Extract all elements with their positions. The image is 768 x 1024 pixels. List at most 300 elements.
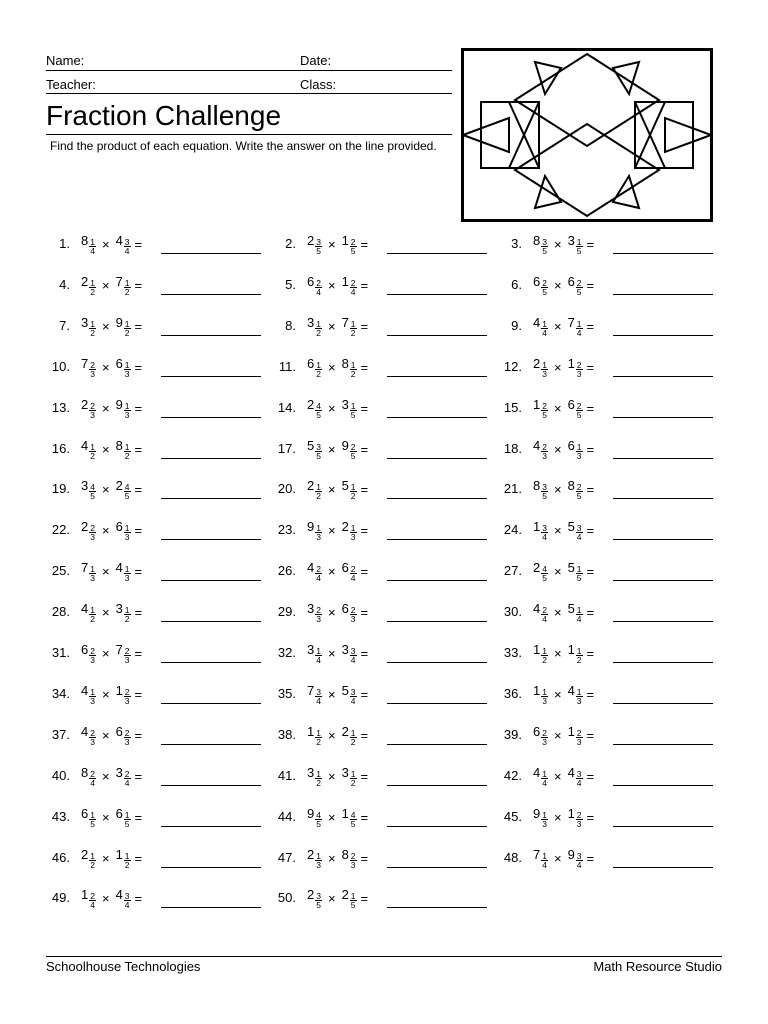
factor-b-whole: 7 [567, 314, 575, 330]
factor-a-numerator: 3 [542, 522, 547, 533]
factor-a-whole: 4 [533, 314, 541, 330]
answer-line[interactable] [161, 907, 261, 908]
factor-a-fraction [541, 606, 548, 624]
multiply-sign: × [327, 481, 336, 497]
answer-line[interactable] [161, 785, 261, 786]
factor-b-fraction [350, 729, 357, 747]
factor-a-fraction [315, 770, 322, 788]
answer-line[interactable] [387, 458, 487, 459]
factor-b-whole: 5 [341, 477, 349, 493]
factor-b-fraction [576, 361, 583, 379]
answer-line[interactable] [387, 376, 487, 377]
factor-a-denominator: 5 [316, 819, 321, 829]
factor-b-mixed-number [568, 724, 583, 747]
factor-b-denominator: 3 [350, 860, 356, 870]
factor-b-fraction [124, 402, 131, 420]
factor-b-denominator: 2 [124, 328, 130, 338]
factor-b-mixed-number [116, 887, 131, 910]
problem-number: 16. [51, 441, 70, 456]
problem-item [48, 438, 268, 460]
answer-line[interactable] [387, 867, 487, 868]
equals-sign: = [586, 522, 595, 538]
answer-line[interactable] [613, 580, 713, 581]
answer-line[interactable] [613, 294, 713, 295]
answer-line[interactable] [613, 703, 713, 704]
answer-line[interactable] [161, 621, 261, 622]
factor-a-fraction [315, 279, 322, 297]
factor-b-fraction [350, 770, 357, 788]
multiply-sign: × [327, 236, 336, 252]
factor-b-numerator: 2 [124, 686, 130, 697]
problem-item [48, 847, 268, 869]
factor-a-whole: 8 [533, 477, 541, 493]
factor-a-numerator: 1 [316, 850, 321, 861]
factor-a-fraction [315, 852, 322, 870]
factor-b-fraction [576, 606, 583, 624]
factor-a-mixed-number [81, 478, 96, 501]
answer-line[interactable] [613, 335, 713, 336]
problem-number: 18. [503, 441, 522, 456]
multiply-sign: × [553, 686, 562, 702]
factor-a-fraction [315, 483, 322, 501]
factor-b-denominator: 5 [350, 246, 356, 256]
factor-b-numerator: 3 [124, 890, 130, 901]
factor-a-whole: 4 [533, 764, 541, 780]
answer-line[interactable] [613, 417, 713, 418]
answer-line[interactable] [613, 539, 713, 540]
answer-line[interactable] [387, 785, 487, 786]
factor-b-numerator: 2 [350, 441, 356, 452]
factor-b-mixed-number [116, 683, 131, 706]
answer-line[interactable] [161, 335, 261, 336]
factor-b-whole: 9 [341, 437, 349, 453]
equals-sign: = [134, 481, 143, 497]
multiply-sign: × [327, 686, 336, 702]
factor-b-mixed-number [116, 765, 131, 788]
answer-line[interactable] [613, 253, 713, 254]
answer-line[interactable] [387, 294, 487, 295]
answer-line[interactable] [613, 826, 713, 827]
teacher-class-line [46, 93, 452, 94]
factor-a-numerator: 1 [542, 318, 547, 329]
factor-a-fraction [89, 361, 96, 379]
problem-item [48, 887, 268, 909]
factor-a-denominator: 3 [90, 696, 95, 706]
factor-a-numerator: 2 [542, 727, 547, 738]
problem-expression [533, 683, 594, 705]
answer-line[interactable] [161, 376, 261, 377]
factor-b-denominator: 3 [576, 369, 582, 379]
factor-b-numerator: 1 [124, 604, 130, 615]
problem-expression [533, 560, 594, 582]
factor-b-whole: 5 [567, 600, 575, 616]
factor-b-whole: 3 [567, 232, 575, 248]
answer-line[interactable] [613, 376, 713, 377]
factor-b-whole: 8 [341, 846, 349, 862]
problem-number: 37. [51, 727, 70, 742]
equals-sign: = [586, 645, 595, 661]
problem-item [274, 806, 494, 828]
factor-b-mixed-number [568, 519, 583, 542]
multiply-sign: × [101, 522, 110, 538]
answer-line[interactable] [161, 294, 261, 295]
answer-line[interactable] [161, 826, 261, 827]
problem-number: 48. [503, 850, 522, 865]
problem-number: 36. [503, 686, 522, 701]
multiply-sign: × [101, 768, 110, 784]
factor-a-denominator: 5 [316, 900, 321, 910]
factor-a-fraction [541, 238, 548, 256]
factor-b-whole: 1 [115, 682, 123, 698]
factor-b-numerator: 3 [124, 236, 130, 247]
equals-sign: = [586, 236, 595, 252]
factor-b-mixed-number [116, 438, 131, 461]
factor-b-whole: 6 [341, 600, 349, 616]
problem-expression [533, 519, 594, 541]
factor-a-mixed-number [307, 478, 322, 501]
answer-line[interactable] [161, 703, 261, 704]
factor-b-fraction [124, 647, 131, 665]
factor-b-denominator: 2 [124, 860, 130, 870]
equals-sign: = [586, 359, 595, 375]
factor-b-denominator: 2 [124, 451, 130, 461]
answer-line[interactable] [161, 458, 261, 459]
answer-line[interactable] [161, 253, 261, 254]
factor-a-numerator: 2 [90, 359, 95, 370]
factor-a-fraction [315, 729, 322, 747]
problem-expression [533, 642, 594, 664]
factor-b-mixed-number [116, 233, 131, 256]
factor-b-numerator: 1 [124, 441, 130, 452]
factor-a-numerator: 1 [316, 522, 321, 533]
problem-expression [533, 806, 594, 828]
problem-number: 41. [277, 768, 296, 783]
problem-expression [81, 887, 142, 909]
multiply-sign: × [327, 850, 336, 866]
equals-sign: = [586, 809, 595, 825]
multiply-sign: × [327, 645, 336, 661]
factor-b-denominator: 3 [350, 532, 356, 542]
factor-b-numerator: 2 [350, 563, 356, 574]
equals-sign: = [586, 727, 595, 743]
problem-item [48, 478, 268, 500]
factor-b-mixed-number [568, 806, 583, 829]
factor-b-mixed-number [568, 438, 583, 461]
multiply-sign: × [101, 727, 110, 743]
factor-b-fraction [124, 811, 131, 829]
factor-b-whole: 2 [115, 477, 123, 493]
problem-number: 50. [277, 890, 296, 905]
factor-a-fraction [541, 402, 548, 420]
factor-b-fraction [350, 892, 357, 910]
factor-a-fraction [89, 238, 96, 256]
multiply-sign: × [101, 236, 110, 252]
factor-a-fraction [315, 811, 322, 829]
name-label: Name: [46, 53, 85, 68]
equals-sign: = [134, 441, 143, 457]
multiply-sign: × [553, 277, 562, 293]
factor-a-denominator: 4 [542, 532, 547, 542]
problem-item [274, 601, 494, 623]
factor-b-fraction [576, 279, 583, 297]
problem-number: 38. [277, 727, 296, 742]
multiply-sign: × [327, 277, 336, 293]
problem-item [48, 724, 268, 746]
factor-a-fraction [89, 565, 96, 583]
factor-b-fraction [124, 483, 131, 501]
factor-a-whole: 7 [81, 559, 89, 575]
factor-b-mixed-number [342, 397, 357, 420]
factor-a-whole: 9 [533, 805, 541, 821]
factor-b-denominator: 3 [124, 573, 130, 583]
factor-b-numerator: 2 [350, 850, 356, 861]
factor-a-denominator: 4 [542, 328, 547, 338]
problem-number: 13. [51, 400, 70, 415]
factor-a-mixed-number [533, 683, 548, 706]
equals-sign: = [134, 400, 143, 416]
problem-number: 23. [277, 522, 296, 537]
factor-a-fraction [315, 688, 322, 706]
page-title: Fraction Challenge [46, 100, 282, 131]
answer-line[interactable] [387, 580, 487, 581]
problem-expression [307, 847, 368, 869]
equals-sign: = [134, 645, 143, 661]
factor-a-whole: 2 [81, 273, 89, 289]
multiply-sign: × [101, 809, 110, 825]
factor-a-numerator: 2 [90, 768, 95, 779]
factor-a-fraction [89, 729, 96, 747]
factor-a-fraction [541, 647, 548, 665]
factor-a-numerator: 1 [542, 809, 547, 820]
factor-b-denominator: 4 [350, 573, 356, 583]
factor-a-fraction [541, 320, 548, 338]
answer-line[interactable] [387, 907, 487, 908]
factor-b-mixed-number [342, 356, 357, 379]
factor-b-whole: 1 [115, 846, 123, 862]
factor-a-whole: 5 [307, 437, 315, 453]
factor-b-whole: 7 [115, 641, 123, 657]
answer-line[interactable] [613, 744, 713, 745]
answer-line[interactable] [161, 580, 261, 581]
answer-line[interactable] [161, 498, 261, 499]
equals-sign: = [134, 768, 143, 784]
problem-item [48, 765, 268, 787]
factor-a-mixed-number [307, 642, 322, 665]
problem-item [48, 642, 268, 664]
factor-a-numerator: 1 [542, 850, 547, 861]
answer-line[interactable] [387, 703, 487, 704]
factor-b-fraction [350, 279, 357, 297]
factor-b-mixed-number [116, 601, 131, 624]
problem-expression [307, 683, 368, 705]
factor-a-numerator: 1 [316, 359, 321, 370]
factor-b-mixed-number [342, 478, 357, 501]
answer-line[interactable] [387, 826, 487, 827]
factor-a-denominator: 3 [90, 655, 95, 665]
factor-a-fraction [541, 361, 548, 379]
factor-a-numerator: 1 [90, 441, 95, 452]
factor-b-numerator: 3 [576, 850, 582, 861]
factor-a-mixed-number [533, 478, 548, 501]
factor-b-fraction [350, 852, 357, 870]
answer-line[interactable] [161, 867, 261, 868]
problem-item [48, 601, 268, 623]
factor-a-whole: 3 [307, 764, 315, 780]
problem-number: 31. [51, 645, 70, 660]
factor-a-whole: 1 [307, 723, 315, 739]
equals-sign: = [134, 890, 143, 906]
problem-expression [81, 519, 142, 541]
factor-b-numerator: 1 [124, 850, 130, 861]
factor-b-whole: 3 [341, 764, 349, 780]
factor-a-whole: 6 [81, 805, 89, 821]
factor-b-mixed-number [568, 601, 583, 624]
factor-a-fraction [89, 443, 96, 461]
answer-line[interactable] [387, 621, 487, 622]
factor-a-fraction [89, 811, 96, 829]
problem-item [500, 397, 720, 419]
multiply-sign: × [553, 236, 562, 252]
answer-line[interactable] [387, 335, 487, 336]
problem-item [274, 438, 494, 460]
equals-sign: = [360, 277, 369, 293]
problem-number: 9. [511, 318, 522, 333]
multiply-sign: × [101, 890, 110, 906]
answer-line[interactable] [161, 662, 261, 663]
answer-line[interactable] [387, 662, 487, 663]
answer-line[interactable] [613, 867, 713, 868]
factor-b-whole: 8 [567, 477, 575, 493]
problem-number: 10. [51, 359, 70, 374]
factor-b-numerator: 1 [350, 318, 356, 329]
factor-a-denominator: 5 [316, 246, 321, 256]
factor-b-denominator: 4 [350, 287, 356, 297]
answer-line[interactable] [161, 539, 261, 540]
footer-rule [46, 956, 722, 957]
factor-a-numerator: 4 [542, 563, 547, 574]
multiply-sign: × [101, 277, 110, 293]
factor-b-denominator: 4 [124, 246, 130, 256]
factor-a-numerator: 1 [542, 686, 547, 697]
factor-b-fraction [576, 852, 583, 870]
factor-a-mixed-number [307, 356, 322, 379]
factor-b-denominator: 5 [350, 900, 356, 910]
factor-b-mixed-number [342, 642, 357, 665]
answer-line[interactable] [161, 744, 261, 745]
problem-number: 22. [51, 522, 70, 537]
multiply-sign: × [553, 481, 562, 497]
equals-sign: = [360, 563, 369, 579]
factor-b-fraction [350, 565, 357, 583]
factor-a-mixed-number [533, 438, 548, 461]
factor-b-whole: 6 [567, 396, 575, 412]
problem-expression [81, 724, 142, 746]
factor-a-whole: 7 [307, 682, 315, 698]
problem-expression [533, 397, 594, 419]
problem-expression [81, 233, 142, 255]
factor-b-numerator: 1 [350, 727, 356, 738]
factor-a-denominator: 2 [542, 655, 547, 665]
answer-line[interactable] [613, 458, 713, 459]
equals-sign: = [134, 604, 143, 620]
factor-a-denominator: 3 [316, 860, 321, 870]
equals-sign: = [134, 522, 143, 538]
factor-a-fraction [315, 892, 322, 910]
factor-a-fraction [541, 729, 548, 747]
factor-b-whole: 4 [115, 886, 123, 902]
factor-a-denominator: 5 [542, 246, 547, 256]
factor-b-numerator: 3 [350, 645, 356, 656]
multiply-sign: × [553, 359, 562, 375]
answer-line[interactable] [161, 417, 261, 418]
factor-a-fraction [315, 361, 322, 379]
factor-a-denominator: 5 [316, 451, 321, 461]
factor-a-mixed-number [533, 724, 548, 747]
answer-line[interactable] [613, 662, 713, 663]
factor-b-denominator: 3 [124, 696, 130, 706]
problem-expression [81, 356, 142, 378]
factor-a-numerator: 3 [316, 890, 321, 901]
factor-b-numerator: 1 [124, 277, 130, 288]
factor-a-numerator: 1 [90, 277, 95, 288]
factor-a-whole: 6 [307, 273, 315, 289]
factor-a-mixed-number [307, 601, 322, 624]
factor-a-denominator: 5 [316, 410, 321, 420]
factor-b-mixed-number [342, 438, 357, 461]
factor-a-numerator: 4 [316, 809, 321, 820]
factor-b-numerator: 1 [350, 522, 356, 533]
answer-line[interactable] [387, 253, 487, 254]
factor-a-numerator: 1 [316, 727, 321, 738]
multiply-sign: × [327, 727, 336, 743]
factor-b-numerator: 3 [576, 768, 582, 779]
answer-line[interactable] [613, 498, 713, 499]
factor-a-fraction [541, 770, 548, 788]
factor-b-denominator: 2 [124, 614, 130, 624]
equals-sign: = [134, 850, 143, 866]
factor-b-mixed-number [568, 315, 583, 338]
factor-a-numerator: 1 [90, 809, 95, 820]
factor-a-fraction [315, 606, 322, 624]
factor-b-whole: 1 [567, 723, 575, 739]
factor-b-denominator: 3 [124, 369, 130, 379]
problem-expression [81, 683, 142, 705]
factor-b-numerator: 2 [576, 400, 582, 411]
answer-line[interactable] [613, 785, 713, 786]
factor-a-fraction [315, 320, 322, 338]
answer-line[interactable] [387, 744, 487, 745]
factor-b-denominator: 5 [350, 451, 356, 461]
factor-a-denominator: 2 [90, 451, 95, 461]
factor-a-fraction [89, 402, 96, 420]
factor-a-denominator: 4 [90, 778, 95, 788]
problem-item [274, 519, 494, 541]
factor-b-denominator: 2 [350, 737, 356, 747]
problem-item [274, 233, 494, 255]
answer-line[interactable] [613, 621, 713, 622]
factor-b-denominator: 3 [576, 819, 582, 829]
problem-number: 25. [51, 563, 70, 578]
factor-b-fraction [350, 524, 357, 542]
factor-a-denominator: 2 [316, 491, 321, 501]
factor-a-whole: 8 [81, 764, 89, 780]
problem-number: 4. [59, 277, 70, 292]
answer-line[interactable] [387, 539, 487, 540]
problem-number: 43. [51, 809, 70, 824]
factor-a-whole: 1 [533, 518, 541, 534]
answer-line[interactable] [387, 498, 487, 499]
answer-line[interactable] [387, 417, 487, 418]
